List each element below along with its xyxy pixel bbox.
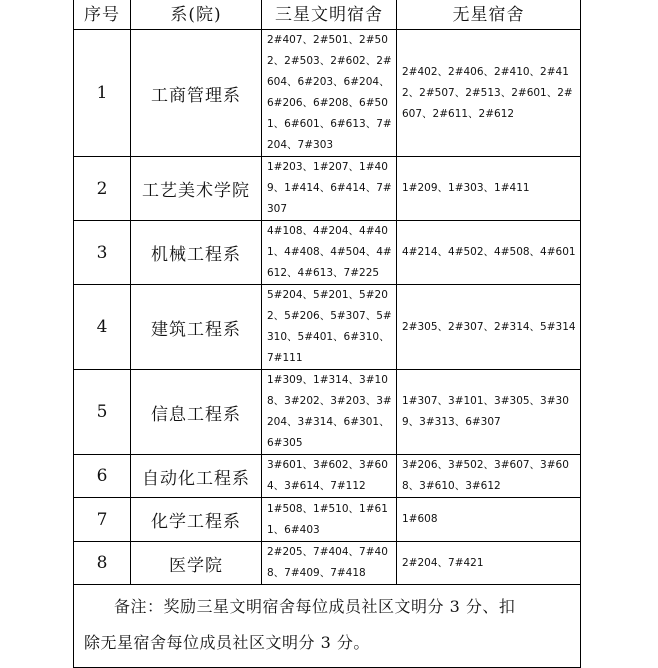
row-no-star-rooms: 3#206、3#502、3#607、3#608、3#610、3#612 <box>397 455 581 498</box>
row-three-star-rooms: 3#601、3#602、3#604、3#614、7#112 <box>262 455 397 498</box>
row-serial-no: 4 <box>74 285 131 370</box>
header-row <box>74 0 581 30</box>
note-cell <box>74 585 581 668</box>
row-department: 工商管理系 <box>131 30 262 157</box>
table-row <box>74 221 581 285</box>
row-three-star-rooms: 1#508、1#510、1#611、6#403 <box>262 498 397 542</box>
row-three-star-rooms: 5#204、5#201、5#202、5#206、5#307、5#310、5#401、6#310、7#111 <box>262 285 397 370</box>
row-no-star-rooms: 1#209、1#303、1#411 <box>397 157 581 221</box>
row-department: 机械工程系 <box>131 221 262 285</box>
table-row <box>74 370 581 455</box>
row-serial-no: 2 <box>74 157 131 221</box>
table-row <box>74 30 581 157</box>
row-serial-no: 8 <box>74 542 131 585</box>
row-department: 建筑工程系 <box>131 285 262 370</box>
header-no-star-dorms: 无星宿舍 <box>397 0 581 30</box>
table-row <box>74 157 581 221</box>
header-department: 系(院) <box>131 0 262 30</box>
row-three-star-rooms: 1#309、1#314、3#108、3#202、3#203、3#204、3#314、6#301、6#305 <box>262 370 397 455</box>
table-row <box>74 285 581 370</box>
header-serial-no: 序号 <box>74 0 131 30</box>
row-serial-no: 1 <box>74 30 131 157</box>
table-row <box>74 498 581 542</box>
note-row <box>74 585 581 668</box>
row-serial-no: 3 <box>74 221 131 285</box>
table-row <box>74 455 581 498</box>
row-three-star-rooms: 1#203、1#207、1#409、1#414、6#414、7#307 <box>262 157 397 221</box>
note-line-2: 除无星宿舍每位成员社区文明分 3 分。 <box>84 633 370 652</box>
row-no-star-rooms: 2#402、2#406、2#410、2#412、2#507、2#513、2#601、2#607、2#611、2#612 <box>397 30 581 157</box>
row-serial-no: 7 <box>74 498 131 542</box>
row-no-star-rooms: 1#307、3#101、3#305、3#309、3#313、6#307 <box>397 370 581 455</box>
row-department: 工艺美术学院 <box>131 157 262 221</box>
table-row <box>74 542 581 585</box>
row-no-star-rooms: 2#305、2#307、2#314、5#314 <box>397 285 581 370</box>
row-no-star-rooms: 2#204、7#421 <box>397 542 581 585</box>
row-serial-no: 6 <box>74 455 131 498</box>
note-line-1: 备注：奖励三星文明宿舍每位成员社区文明分 3 分、扣 <box>114 597 516 616</box>
row-three-star-rooms: 2#205、7#404、7#408、7#409、7#418 <box>262 542 397 585</box>
row-department: 化学工程系 <box>131 498 262 542</box>
row-department: 自动化工程系 <box>131 455 262 498</box>
row-no-star-rooms: 4#214、4#502、4#508、4#601 <box>397 221 581 285</box>
header-three-star-dorms: 三星文明宿舍 <box>262 0 397 30</box>
dormitory-rating-table <box>73 0 581 668</box>
row-three-star-rooms: 4#108、4#204、4#401、4#408、4#504、4#612、4#613、7#225 <box>262 221 397 285</box>
row-three-star-rooms: 2#407、2#501、2#502、2#503、2#602、2#604、6#203、6#204、6#206、6#208、6#501、6#601、6#613、7#204、7#303 <box>262 30 397 157</box>
row-department: 信息工程系 <box>131 370 262 455</box>
row-department: 医学院 <box>131 542 262 585</box>
row-no-star-rooms: 1#608 <box>397 498 581 542</box>
dormitory-table-sheet <box>73 0 576 668</box>
row-serial-no: 5 <box>74 370 131 455</box>
